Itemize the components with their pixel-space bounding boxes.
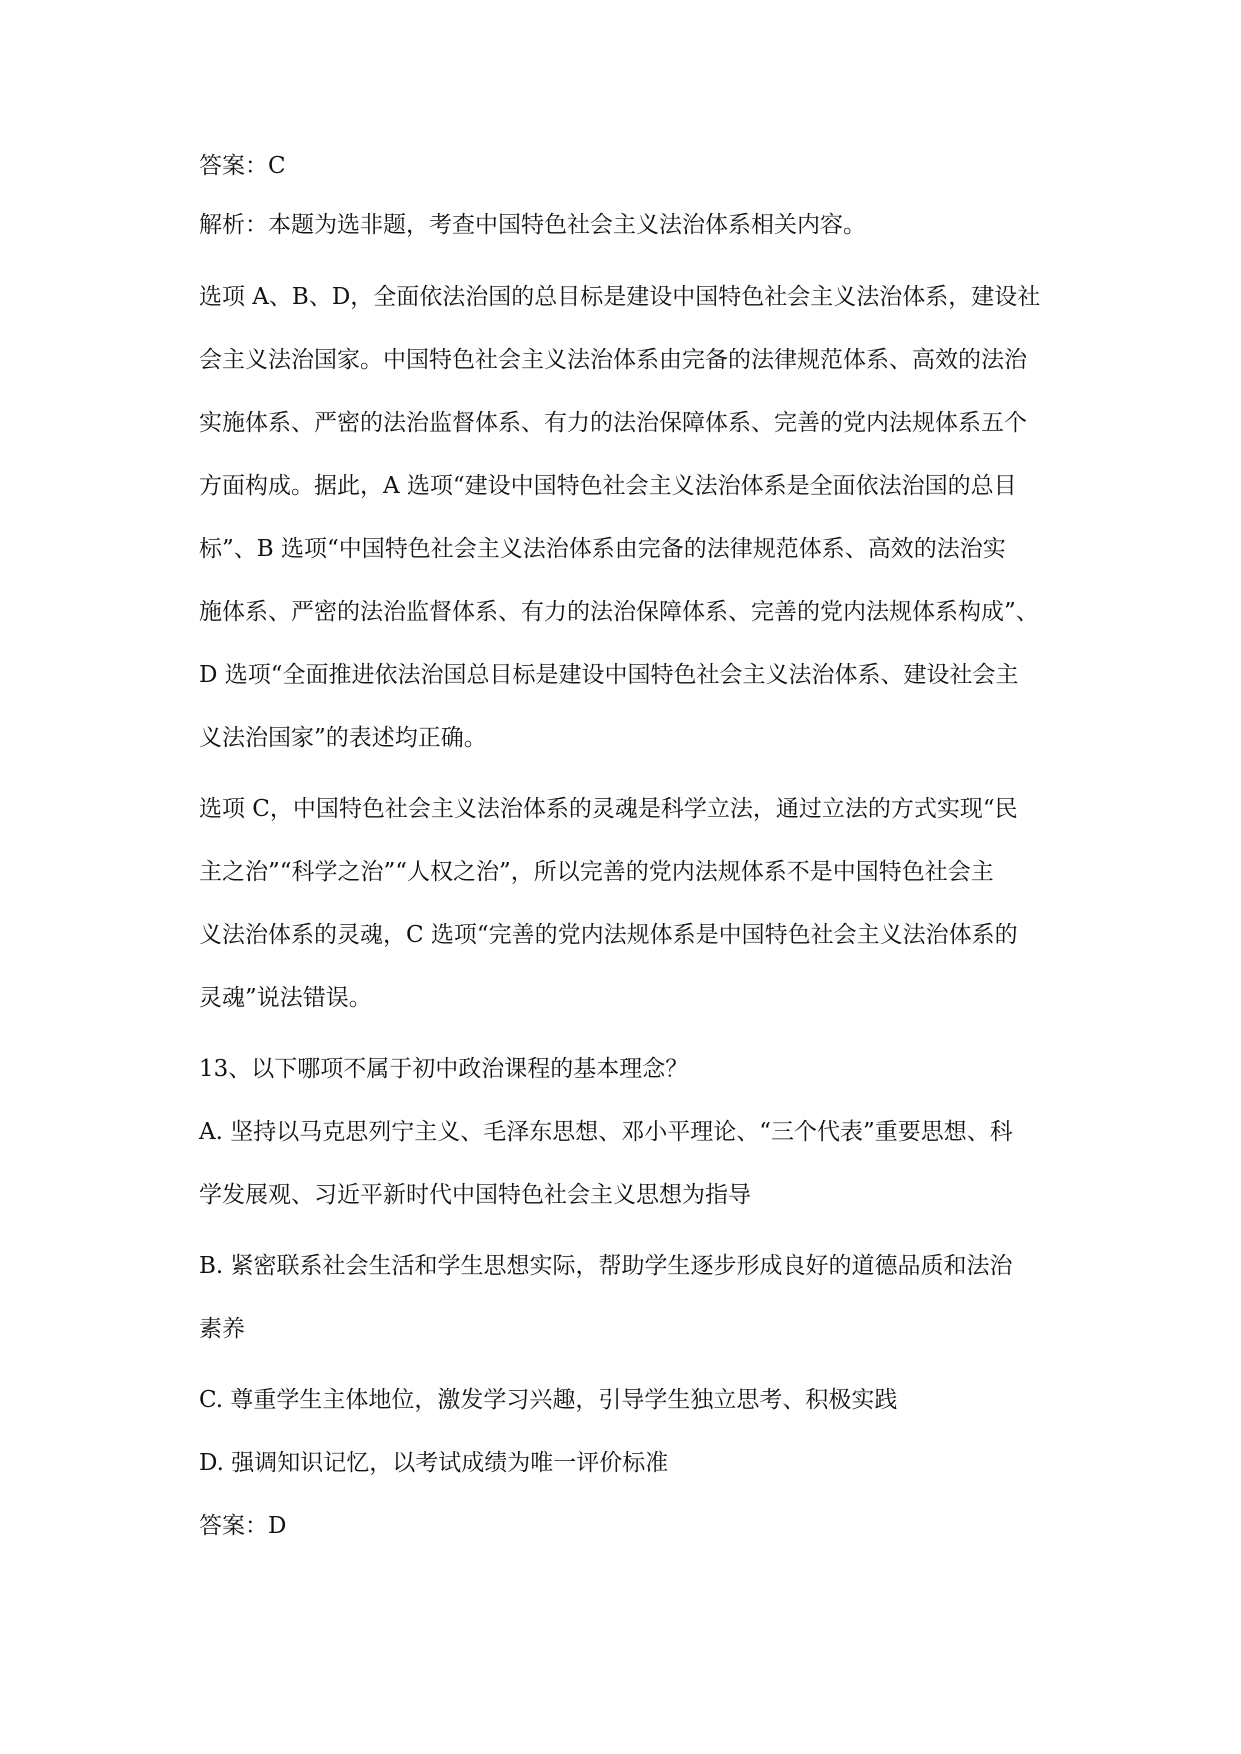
- option-b-cont: 素养: [199, 1316, 245, 1342]
- option-b: B. 紧密联系社会生活和学生思想实际，帮助学生逐步形成良好的道德品质和法治: [199, 1253, 1013, 1279]
- analysis-text-line: 标”、B 选项“中国特色社会主义法治体系由完备的法律规范体系、高效的法治实: [199, 536, 1006, 562]
- analysis-text-line: 选项 A、B、D，全面依法治国的总目标是建设中国特色社会主义法治体系，建设社: [199, 284, 1041, 310]
- analysis-text-line: D 选项“全面推进依法治国总目标是建设中国特色社会主义法治体系、建设社会主: [199, 662, 1019, 688]
- analysis-text-line: 实施体系、严密的法治监督体系、有力的法治保障体系、完善的党内法规体系五个: [199, 410, 1027, 436]
- analysis-text-line: 方面构成。据此，A 选项“建设中国特色社会主义法治体系是全面依法治国的总目: [199, 473, 1017, 499]
- analysis-text-line: 选项 C，中国特色社会主义法治体系的灵魂是科学立法，通过立法的方式实现“民: [199, 796, 1018, 822]
- analysis-text-line: 义法治体系的灵魂，C 选项“完善的党内法规体系是中国特色社会主义法治体系的: [199, 922, 1018, 948]
- answer-line: 答案：C: [199, 153, 286, 179]
- answer-line: 答案：D: [199, 1513, 287, 1539]
- analysis-text-line: 施体系、严密的法治监督体系、有力的法治保障体系、完善的党内法规体系构成”、: [199, 599, 1039, 625]
- question-title: 13、以下哪项不属于初中政治课程的基本理念？: [199, 1056, 689, 1082]
- analysis-text-line: 义法治国家”的表述均正确。: [199, 725, 487, 751]
- option-c: C. 尊重学生主体地位，激发学习兴趣，引导学生独立思考、积极实践: [199, 1387, 898, 1413]
- analysis-intro: 解析：本题为选非题，考查中国特色社会主义法治体系相关内容。: [199, 212, 866, 238]
- analysis-text-line: 会主义法治国家。中国特色社会主义法治体系由完备的法律规范体系、高效的法治: [199, 347, 1027, 373]
- option-d: D. 强调知识记忆，以考试成绩为唯一评价标准: [199, 1450, 669, 1476]
- option-a: A. 坚持以马克思列宁主义、毛泽东思想、邓小平理论、“三个代表”重要思想、科: [199, 1119, 1013, 1145]
- analysis-text-line: 灵魂”说法错误。: [199, 985, 372, 1011]
- analysis-text-line: 主之治”“科学之治”“人权之治”，所以完善的党内法规体系不是中国特色社会主: [199, 859, 994, 885]
- option-a-cont: 学发展观、习近平新时代中国特色社会主义思想为指导: [199, 1182, 751, 1208]
